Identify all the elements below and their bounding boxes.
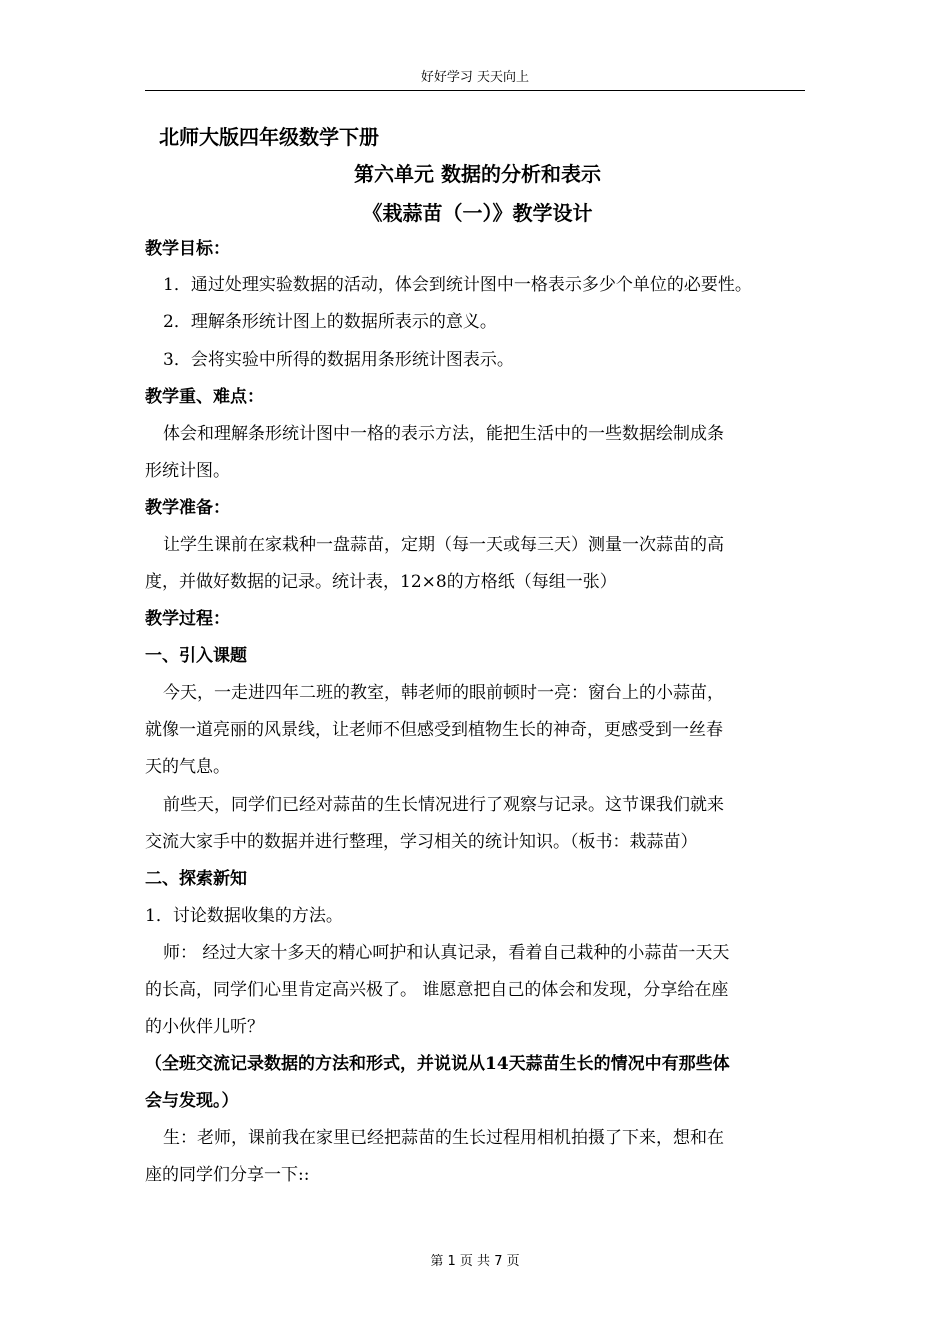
key-points-line-2: 形统计图。 (145, 461, 230, 481)
part1-para1-line1: 今天，一走进四年二班的教室，韩老师的眼前顿时一亮：窗台上的小蒜苗， (163, 683, 724, 703)
page-footer: 第 1 页 共 7 页 (430, 1254, 520, 1269)
part1-para1-line3: 天的气息。 (145, 757, 230, 777)
part2-para1-line1: 师： 经过大家十多天的精心呵护和认真记录，看着自己栽种的小蒜苗一天天 (163, 943, 730, 963)
part2-bold-line2: 会与发现。） (145, 1091, 239, 1111)
part2-bold-line1: （全班交流记录数据的方法和形式，并说说从14天蒜苗生长的情况中有那些体 (145, 1054, 730, 1074)
doc-title-grade: 北师大版四年级数学下册 (159, 125, 379, 149)
part1-para1-line2: 就像一道亮丽的风景线，让老师不但感受到植物生长的神奇，更感受到一丝春 (145, 720, 723, 740)
objective-item-1: 1．通过处理实验数据的活动，体会到统计图中一格表示多少个单位的必要性。 (163, 275, 752, 295)
page-header: 好好学习 天天向上 (145, 68, 805, 91)
part1-heading: 一、引入课题 (145, 646, 247, 666)
preparation-line-2: 度，并做好数据的记录。统计表，12×8的方格纸（每组一张） (145, 572, 617, 592)
part1-para2-line2: 交流大家手中的数据并进行整理，学习相关的统计知识。（板书：栽蒜苗） (145, 832, 698, 852)
part2-item-1: 1．讨论数据收集的方法。 (145, 906, 343, 926)
key-points-line-1: 体会和理解条形统计图中一格的表示方法，能把生活中的一些数据绘制成条 (163, 424, 724, 444)
objective-item-2: 2．理解条形统计图上的数据所表示的意义。 (163, 312, 497, 332)
section-heading-process: 教学过程： (145, 609, 230, 629)
part2-para2-line1: 生：老师，课前我在家里已经把蒜苗的生长过程用相机拍摄了下来，想和在 (163, 1128, 724, 1148)
part2-para1-line2: 的长高，同学们心里肯定高兴极了。 谁愿意把自己的体会和发现，分享给在座 (145, 980, 729, 1000)
section-heading-key-points: 教学重、难点： (145, 387, 264, 407)
doc-title-unit: 第六单元 数据的分析和表示 (354, 162, 601, 186)
section-heading-objectives: 教学目标： (145, 239, 230, 259)
part2-heading: 二、探索新知 (145, 869, 247, 889)
part2-para2-line2: 座的同学们分享一下:: (145, 1165, 310, 1185)
part1-para2-line1: 前些天，同学们已经对蒜苗的生长情况进行了观察与记录。这节课我们就来 (163, 795, 724, 815)
part2-para1-line3: 的小伙伴儿听？ (145, 1017, 264, 1037)
doc-title-lesson: 《栽蒜苗（一）》教学设计 (362, 201, 593, 225)
objective-item-3: 3．会将实验中所得的数据用条形统计图表示。 (163, 350, 514, 370)
section-heading-preparation: 教学准备： (145, 498, 230, 518)
preparation-line-1: 让学生课前在家栽种一盘蒜苗，定期（每一天或每三天）测量一次蒜苗的高 (163, 535, 724, 555)
